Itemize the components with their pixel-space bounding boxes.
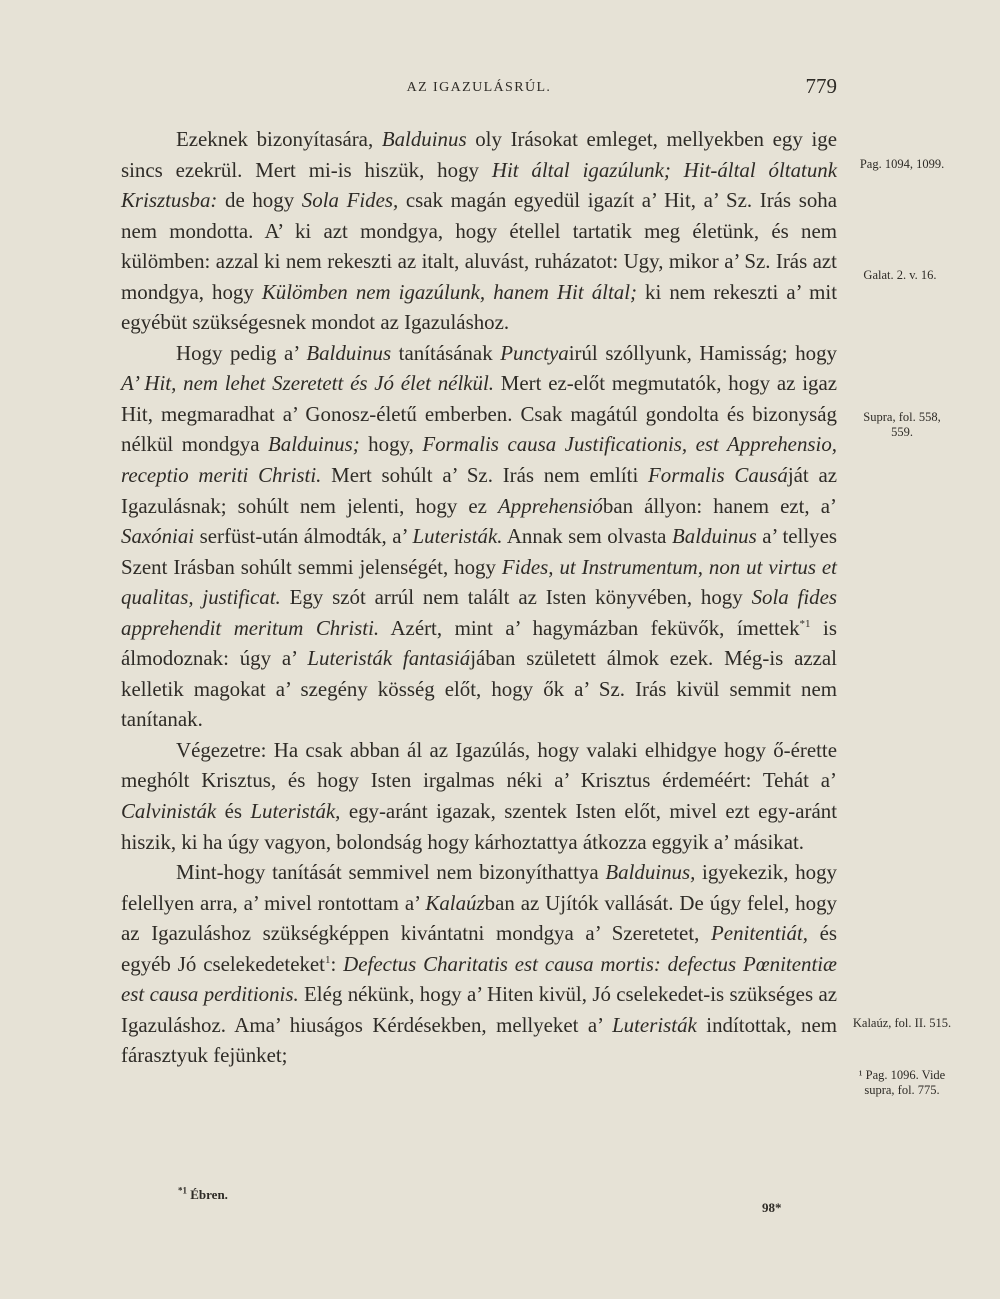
italic-text: Balduinus, (605, 860, 696, 885)
text-run: oly Irásokat emleget, mellyekben egy ige sincs ezekrül. Mert mi-is hiszük, hogy (121, 127, 838, 182)
italic-text: Saxóniai (121, 524, 195, 549)
text-run: Mint-hogy tanítását semmivel nem bizonyíthattya (176, 860, 606, 885)
running-head (121, 74, 837, 104)
italic-text: Formalis causa Justificationis, est Apprehensio, receptio meriti Christi. (121, 432, 837, 488)
text-run: : (330, 951, 344, 976)
text-run: ban állyon: hanem ezt, a’ (602, 493, 837, 518)
italic-text: Punctya (500, 340, 569, 365)
text-run: de hogy (217, 188, 302, 213)
italic-text: Balduinus (671, 524, 757, 549)
text-run: és (216, 799, 251, 824)
italic-text: Kalaúz (425, 890, 485, 915)
italic-text: Luteristák. (412, 524, 503, 549)
text-run: Elég nékünk, hogy a’ Hiten kivül, Jó cselekedet-is szükséges az Igazuláshoz. Ama’ hiuságos Kérdésekben, mellyeket a’ (121, 982, 837, 1037)
paragraph (121, 338, 837, 735)
italic-text: Formalis Causá (648, 463, 788, 488)
italic-text: Apprehensió (498, 493, 603, 518)
paragraph (121, 735, 837, 857)
text-run: tanításának (391, 340, 501, 365)
italic-text: Calvinisták (121, 799, 217, 824)
italic-text: Luteristák fantasiá (307, 646, 471, 671)
text-run: Azért, mint a’ hagymázban feküvők, ímettek (379, 615, 800, 640)
footnote (178, 1187, 228, 1203)
text-run: ját az Igazulásnak; sohúlt nem jelenti, hogy ez (121, 463, 838, 518)
text-run: indítottak, nem fárasztyuk fejünket; (121, 1012, 837, 1068)
margin-note: Kalaúz, fol. II. 515. (852, 1016, 952, 1030)
italic-text: Külömben nem igazúlunk, hanem Hit által; (261, 279, 637, 304)
italic-text: Luteristák (612, 1012, 697, 1037)
paragraph (121, 857, 837, 1071)
margin-note: ¹ Pag. 1096. Vide supra, fol. 775. (858, 1068, 946, 1097)
page-number: 779 (805, 74, 837, 98)
italic-text: Sola fides apprehendit meritum Christi. (121, 585, 838, 640)
italic-text: Balduinus (306, 340, 392, 365)
italic-text: A’ Hit, nem lehet Szeretett és Jó élet nélkül. (121, 371, 495, 396)
footnote-reference: 1 (324, 953, 331, 966)
text-run: Végezetre: Ha csak abban ál az Igazúlás, hogy valaki elhidgye hogy ő-érette meghólt Krisztus, és hogy Isten irgalmas néki a’ Krisztus érdeméért: Tehát a’ (121, 737, 837, 793)
margin-note: Galat. 2. v. 16. (863, 268, 937, 282)
text-run: Mert sohúlt a’ Sz. Irás nem említi (321, 463, 649, 488)
text-run: ban az Ujítók vallását. De úgy felel, hogy az Igazuláshoz szükségképpen kivántatni mondgya a’ Szeretetet, (121, 890, 837, 946)
body-text (121, 124, 837, 1071)
italic-text: Defectus Charitatis est causa mortis: defectus Pœnitentiæ est causa perditionis. (121, 951, 837, 1007)
text-run: Hogy pedig a’ (176, 340, 307, 365)
text-run: a’ tellyes Szent Irásban sohúlt semmi jelenségét, hogy (121, 524, 837, 579)
text-run: egy-aránt igazak, szentek Isten előt, mivel ezt egy-aránt hiszik, ki ha úgy vagyon, bolondság hogy kárhoztattya átkozza eggyik a’ másikat. (121, 799, 837, 854)
italic-text: Balduinus; (267, 432, 360, 457)
text-run: serfüst-után álmodták, a’ (194, 524, 413, 549)
text-run: ki nem rekeszti a’ mit egyébüt szükségesnek mondot az Igazuláshoz. (121, 279, 837, 335)
text-run: jában született álmok ezek. Még-is azzal kelletik magokat a’ szegény kösség előt, hogy ők a’ Sz. Irás kivül semmit nem tanítanak. (121, 646, 837, 732)
text-run: hogy, (359, 432, 423, 457)
running-title: AZ IGAZULÁSRÚL. (406, 80, 552, 95)
text-run: irúl szóllyunk, Hamisság; hogy (568, 340, 837, 365)
text-run: is álmodoznak: úgy a’ (121, 615, 837, 671)
paragraph (121, 124, 837, 338)
italic-text: Balduinus (381, 127, 467, 151)
italic-text: Penitentiát, (711, 921, 808, 946)
signature-mark: 98* (762, 1200, 782, 1215)
footnote-text: Ébren. (190, 1187, 228, 1202)
text-run: Egy szót arrúl nem talált az Isten könyvében, hogy (280, 585, 752, 610)
text-run: és egyéb Jó cselekedeteket (121, 921, 837, 976)
footnote-mark: *1 (178, 1185, 187, 1196)
italic-text: Luteristák, (250, 799, 341, 824)
text-run: csak magán egyedül igazít a’ Hit, a’ Sz. Irás soha nem mondotta. A’ ki azt mondgya, hogy étellel tartatik meg életünk, és nem külömben: azzal ki nem rekeszti az italt, aluvást, ruházatot: Ugy, mikor a’ Sz. Irás azt mondgya, hogy (121, 188, 837, 304)
italic-text: Sola Fides, (301, 188, 399, 213)
text-run: Annak sem olvasta (502, 524, 672, 549)
footnote-reference: *1 (799, 617, 811, 630)
text-run: Mert ez-előt megmutatók, hogy az igaz Hit, megmaradhat a’ Gonosz-életű emberben. Csak magátúl gondolta és bizonyság nélkül mondgya (121, 371, 837, 457)
margin-note: Supra, fol. 558, 559. (863, 410, 941, 439)
margin-note: Pag. 1094, 1099. (859, 157, 945, 171)
text-run: Ezeknek bizonyítasára, (176, 127, 382, 151)
italic-text: Fides, ut Instrumentum, non ut virtus et qualitas, justificat. (121, 554, 837, 610)
italic-text: Hit által igazúlunk; Hit-által óltatunk Krisztusba: (121, 157, 837, 213)
text-run: igyekezik, hogy felellyen arra, a’ mivel rontottam a’ (121, 860, 837, 915)
